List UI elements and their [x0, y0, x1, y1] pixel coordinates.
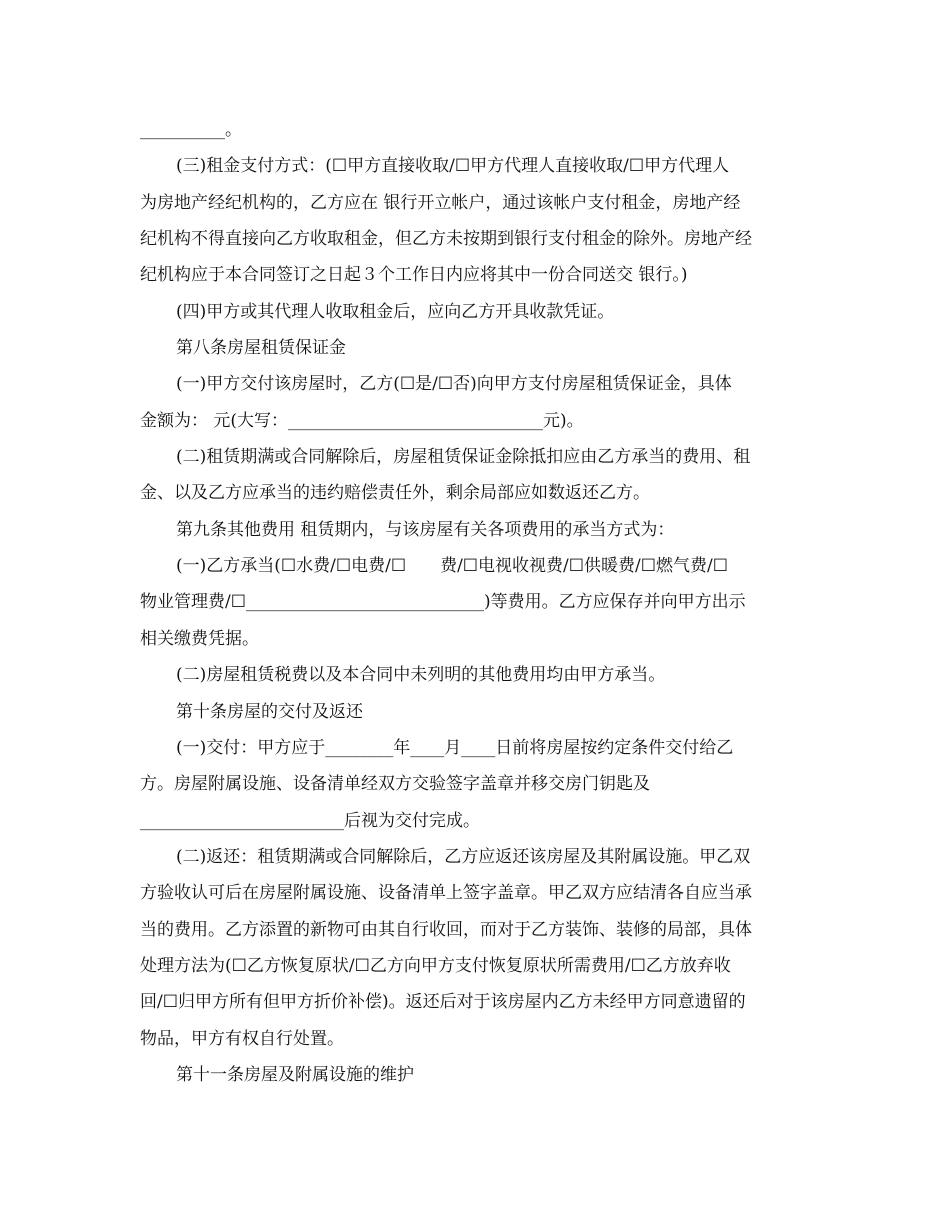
text-line: 回/☐归甲方所有但甲方折价补偿)。返还后对于该房屋内乙方未经甲方同意遗留的 [140, 992, 746, 1013]
text-line: 当的费用。乙方添置的新物可由其自行收回，而对于乙方装饰、装修的局部，具体 [140, 919, 752, 940]
text-line: (三)租金支付方式：(☐甲方直接收取/☐甲方代理人直接收取/☐甲方代理人 [176, 156, 730, 177]
text-line: 纪机构应于本合同签订之日起３个工作日内应将其中一份合同送交 银行。) [140, 265, 688, 286]
text-line: (一)交付：甲方应于________年____月____日前将房屋按约定条件交付给乙 [176, 737, 734, 758]
text-line: __________。 [140, 120, 242, 140]
text-line: (二)房屋租赁税费以及本合同中未列明的其他费用均由甲方承当。 [176, 665, 666, 686]
text-line: 为房地产经纪机构的，乙方应在 银行开立帐户，通过该帐户支付租金，房地产经 [140, 192, 741, 213]
text-line: 纪机构不得直接向乙方收取租金，但乙方未按期到银行支付租金的除外。房地产经 [140, 229, 752, 250]
text-line: 物业管理费/☐____________________________)等费用。乙方应保存并向甲方出示 [140, 592, 746, 613]
section-heading: 第九条其他费用 租赁期内，与该房屋有关各项费用的承当方式为： [176, 519, 675, 540]
text-line: ________________________后视为交付完成。 [140, 810, 480, 831]
text-line: 相关缴费凭据。 [140, 628, 259, 649]
section-heading: 第十条房屋的交付及返还 [176, 701, 363, 722]
section-heading: 第八条房屋租赁保证金 [176, 338, 346, 359]
document-body [140, 112, 810, 1093]
section-heading: 第十一条房屋及附属设施的维护 [176, 1064, 414, 1085]
text-line: (一)甲方交付该房屋时，乙方(☐是/☐否)向甲方支付房屋租赁保证金，具体 [176, 374, 732, 395]
text-line: 方验收认可后在房屋附属设施、设备清单上签字盖章。甲乙双方应结清各自应当承 [140, 883, 752, 904]
text-line: 金额为： 元(大写：______________________________元)。 [140, 410, 584, 431]
text-line: 物品，甲方有权自行处置。 [140, 1028, 344, 1049]
text-line: (二)返还：租赁期满或合同解除后，乙方应返还该房屋及其附属设施。甲乙双 [176, 846, 751, 867]
text-line: (四)甲方或其代理人收取租金后，应向乙方开具收款凭证。 [176, 301, 615, 322]
text-line: 处理方法为(☐乙方恢复原状/☐乙方向甲方支付恢复原状所需费用/☐乙方放弃收 [140, 955, 731, 976]
text-line: 金、以及乙方应承当的违约赔偿责任外，剩余局部应如数返还乙方。 [140, 483, 650, 504]
text-line: (一)乙方承当(☐水费/☐电费/☐ 费/☐电视收视费/☐供暖费/☐燃气费/☐ [176, 556, 728, 577]
text-line: (二)租赁期满或合同解除后，房屋租赁保证金除抵扣应由乙方承当的费用、租 [176, 447, 751, 468]
text-line: 方。房屋附属设施、设备清单经双方交验签字盖章并移交房门钥匙及 [140, 774, 650, 795]
